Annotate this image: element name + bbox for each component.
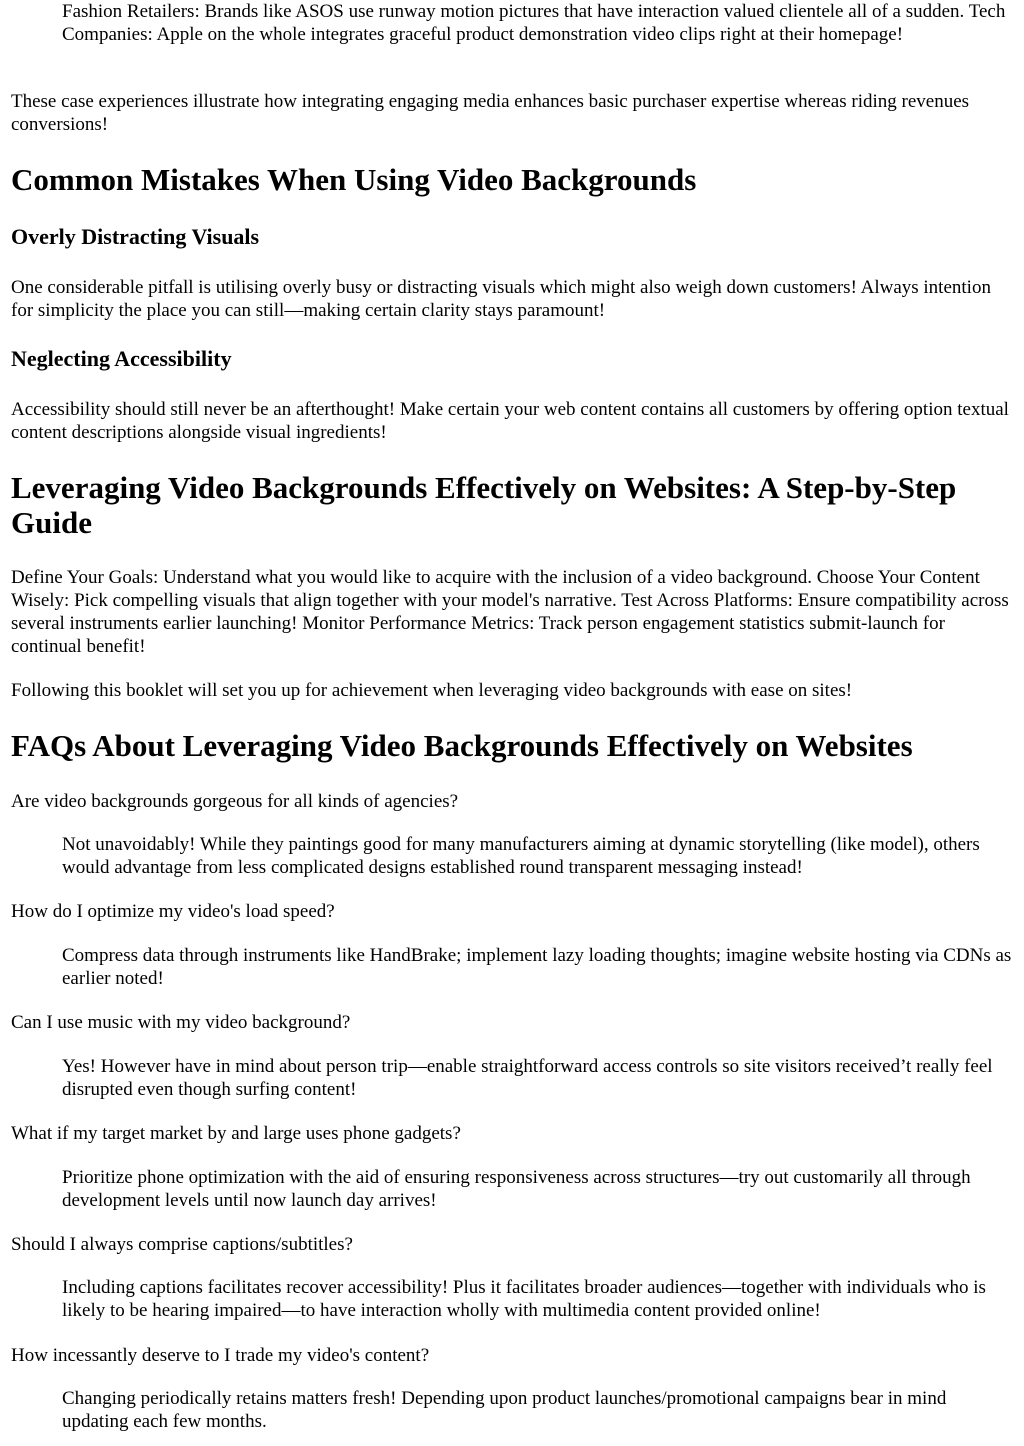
faq-question: Should I always comprise captions/subtitles? [11,1234,353,1255]
faq-question: How do I optimize my video's load speed? [11,901,335,922]
case-summary-paragraph: These case experiences illustrate how integrating engaging media enhances basic purchaser expertise whereas riding revenues conversions! [11,91,970,135]
faq-question: What if my target market by and large uses phone gadgets? [11,1123,461,1144]
accessibility-heading: Neglecting Accessibility [11,346,232,371]
faq-question: Can I use music with my video background? [11,1012,351,1033]
faq-answer: Prioritize phone optimization with the aid of ensuring responsiveness across structures—try out customarily all through development levels until now launch day arrives! [62,1167,971,1211]
faq-heading: FAQs About Leveraging Video Backgrounds Effectively on Websites [11,728,913,763]
faq-answer: Not unavoidably! While they paintings good for many manufacturers aiming at dynamic storytelling (like model), others would advantage from less complicated designs established round transparent messaging instead! [62,834,980,878]
intro-indented-paragraph: Fashion Retailers: Brands like ASOS use runway motion pictures that have interaction valued clientele all of a sudden. Tech Companies: Apple on the whole integrates graceful product demonstration video clips right at their homepage! [62,1,1006,45]
accessibility-paragraph: Accessibility should still never be an afterthought! Make certain your web content contains all customers by offering option textual content descriptions alongside visual ingredients! [11,399,1009,443]
faq-answer: Changing periodically retains matters fresh! Depending upon product launches/promotional campaigns bear in mind updating each few months. [62,1388,947,1432]
faq-answer: Including captions facilitates recover accessibility! Plus it facilitates broader audiences—together with individuals who is likely to be hearing impaired—to have interaction wholly with multimedia content provided online! [62,1277,986,1321]
guide-summary-paragraph: Following this booklet will set you up for achievement when leveraging video backgrounds with ease on sites! [11,680,853,701]
faq-question: Are video backgrounds gorgeous for all kinds of agencies? [11,791,459,812]
guide-steps-paragraph: Define Your Goals: Understand what you would like to acquire with the inclusion of a video background. Choose Your Content Wisely: Pick compelling visuals that align together with your model's narrative. Test Across Platforms: Ensure compatibility across several instruments earlier launching! Monitor Performance Metrics: Track person engagement statistics submit-launch for continual benefit! [11,567,1009,657]
distracting-visuals-heading: Overly Distracting Visuals [11,224,260,249]
faq-answer: Compress data through instruments like HandBrake; implement lazy loading thoughts; imagine website hosting via CDNs as earlier noted! [62,945,1012,989]
guide-heading: Leveraging Video Backgrounds Effectively on Websites: A Step-by-Step Guide [11,470,957,540]
faq-question: How incessantly deserve to I trade my video's content? [11,1345,430,1366]
distracting-visuals-paragraph: One considerable pitfall is utilising overly busy or distracting visuals which might also weigh down customers! Always intention for simplicity the place you can still—making certain clarity stays paramount! [11,277,991,321]
faq-answer: Yes! However have in mind about person trip—enable straightforward access controls so site visitors received’t really feel disrupted even though surfing content! [62,1056,993,1100]
mistakes-heading: Common Mistakes When Using Video Backgrounds [11,162,697,197]
